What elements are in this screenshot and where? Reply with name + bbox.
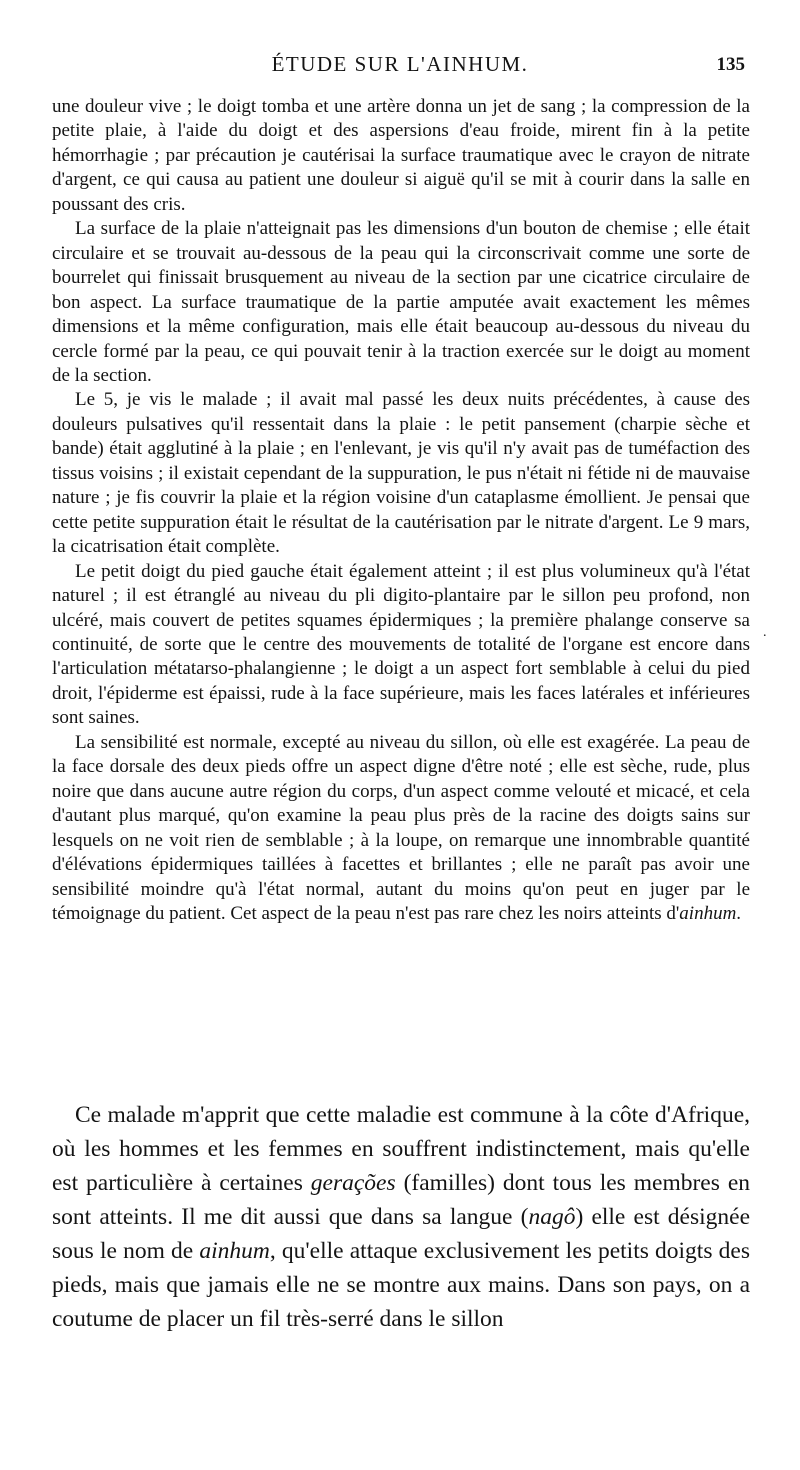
italic-term-ainhum: ainhum (679, 902, 737, 924)
large-paragraph-part-2: (familles) dont tous les membres en sont atteints. Il me dit aussi que dans sa langue ( (52, 1170, 751, 1230)
large-paragraph (52, 1098, 750, 1336)
body-text (52, 95, 750, 926)
margin-mark: . (763, 625, 767, 640)
italic-term-geracoes: gerações (310, 1170, 396, 1196)
large-paragraph-part-4: , qu'elle attaque exclusivement les petits doigts des pieds, mais que jamais elle ne se montre aux mains. Dans son pays, on a coutume de placer un fil très-serré dans le sillon (52, 1238, 750, 1332)
paragraph-5-end: . (736, 902, 742, 924)
large-paragraph-part-1: Ce malade m'apprit que cette maladie est commune à la côte d'Afrique, où les hommes et les femmes en souffrent indistinctement, mais qu'elle est particulière à certaines (52, 1102, 750, 1196)
paragraph-1: une douleur vive ; le doigt tomba et une artère donna un jet de sang ; la compression de la petite plaie, à l'aide du doigt et des aspersions d'eau froide, mirent fin à la petite hémorrhagie ; par précaution je cautérisai la surface traumatique avec le crayon de nitrate d'argent, ce qui causa au patient une douleur si aiguë qu'il se mit à courir dans la salle en poussant des cris. (52, 96, 750, 215)
paragraph-2: La surface de la plaie n'atteignait pas les dimensions d'un bouton de chemise ; elle était circulaire et se trouvait au-dessous de la peau qui la circonscrivait comme une sorte de bourrelet qui finissait brusquement au niveau de la section par une cicatrice circulaire de bon aspect. La surface traumatique de la partie amputée avait exactement les mêmes dimensions et la même configuration, mais elle était beaucoup au-dessous du niveau du cercle formé par la peau, ce qui pouvait tenir à la traction exercée sur le doigt au moment de la section. (52, 218, 750, 386)
paragraph-3: Le 5, je vis le malade ; il avait mal passé les deux nuits précédentes, à cause des douleurs pulsatives qu'il ressentait dans la plaie : le petit pansement (charpie sèche et bande) était agglutiné à la plaie ; en l'enlevant, je vis qu'il n'y avait pas de tuméfaction des tissus voisins ; il existait cependant de la suppuration, le pus n'était ni fétide ni de mauvaise nature ; je fis couvrir la plaie et la région voisine d'un cataplasme émollient. Je pensai que cette petite suppuration était le résultat de la cautérisation par le nitrate d'argent. Le 9 mars, la cicatrisation était complète. (52, 389, 750, 558)
paragraph-5-text: La sensibilité est normale, excepté au niveau du sillon, où elle est exagérée. La peau de la face dorsale des deux pieds offre un aspect digne d'être noté ; elle est sèche, rude, plus noire que dans aucune autre région du corps, d'un aspect comme velouté et micacé, et cela d'autant plus marqué, qu'on examine la peau plus près de la racine des doigts sains sur lesquels on ne voit rien de semblable ; à la loupe, on remarque une innombrable quantité d'élévations épidermiques taillées à facettes et brillantes ; elle ne paraît pas avoir une sensibilité moindre qu'à l'état normal, autant du moins qu'on peut en juger par le témoignage du patient. Cet aspect de la peau n'est pas rare chez les noirs atteints d' (52, 731, 750, 924)
running-title: ÉTUDE SUR L'AINHUM. (271, 52, 529, 76)
paragraph-5 (52, 731, 750, 927)
large-paragraph-part-3: ) elle est désignée sous le nom de (52, 1204, 750, 1264)
page-number: 135 (716, 54, 745, 75)
paragraph-4: Le petit doigt du pied gauche était également atteint ; il est plus volumineux qu'à l'état naturel ; il est étranglé au niveau du pli digito-plantaire par le sillon peu profond, non ulcéré, mais couvert de petites squames épidermiques ; la première phalange conserve sa continuité, de sorte que le centre des mouvements de totalité de l'organe est encore dans l'articulation métatarso-phalangienne ; le doigt a un aspect fort semblable à celui du pied droit, l'épiderme est épaissi, rude à la face supérieure, mais les faces latérales et inférieures sont saines. (52, 560, 750, 729)
italic-term-ainhum-2: ainhum (199, 1238, 270, 1264)
italic-term-nago: nagô (528, 1204, 576, 1230)
large-text-section (52, 1098, 750, 1336)
